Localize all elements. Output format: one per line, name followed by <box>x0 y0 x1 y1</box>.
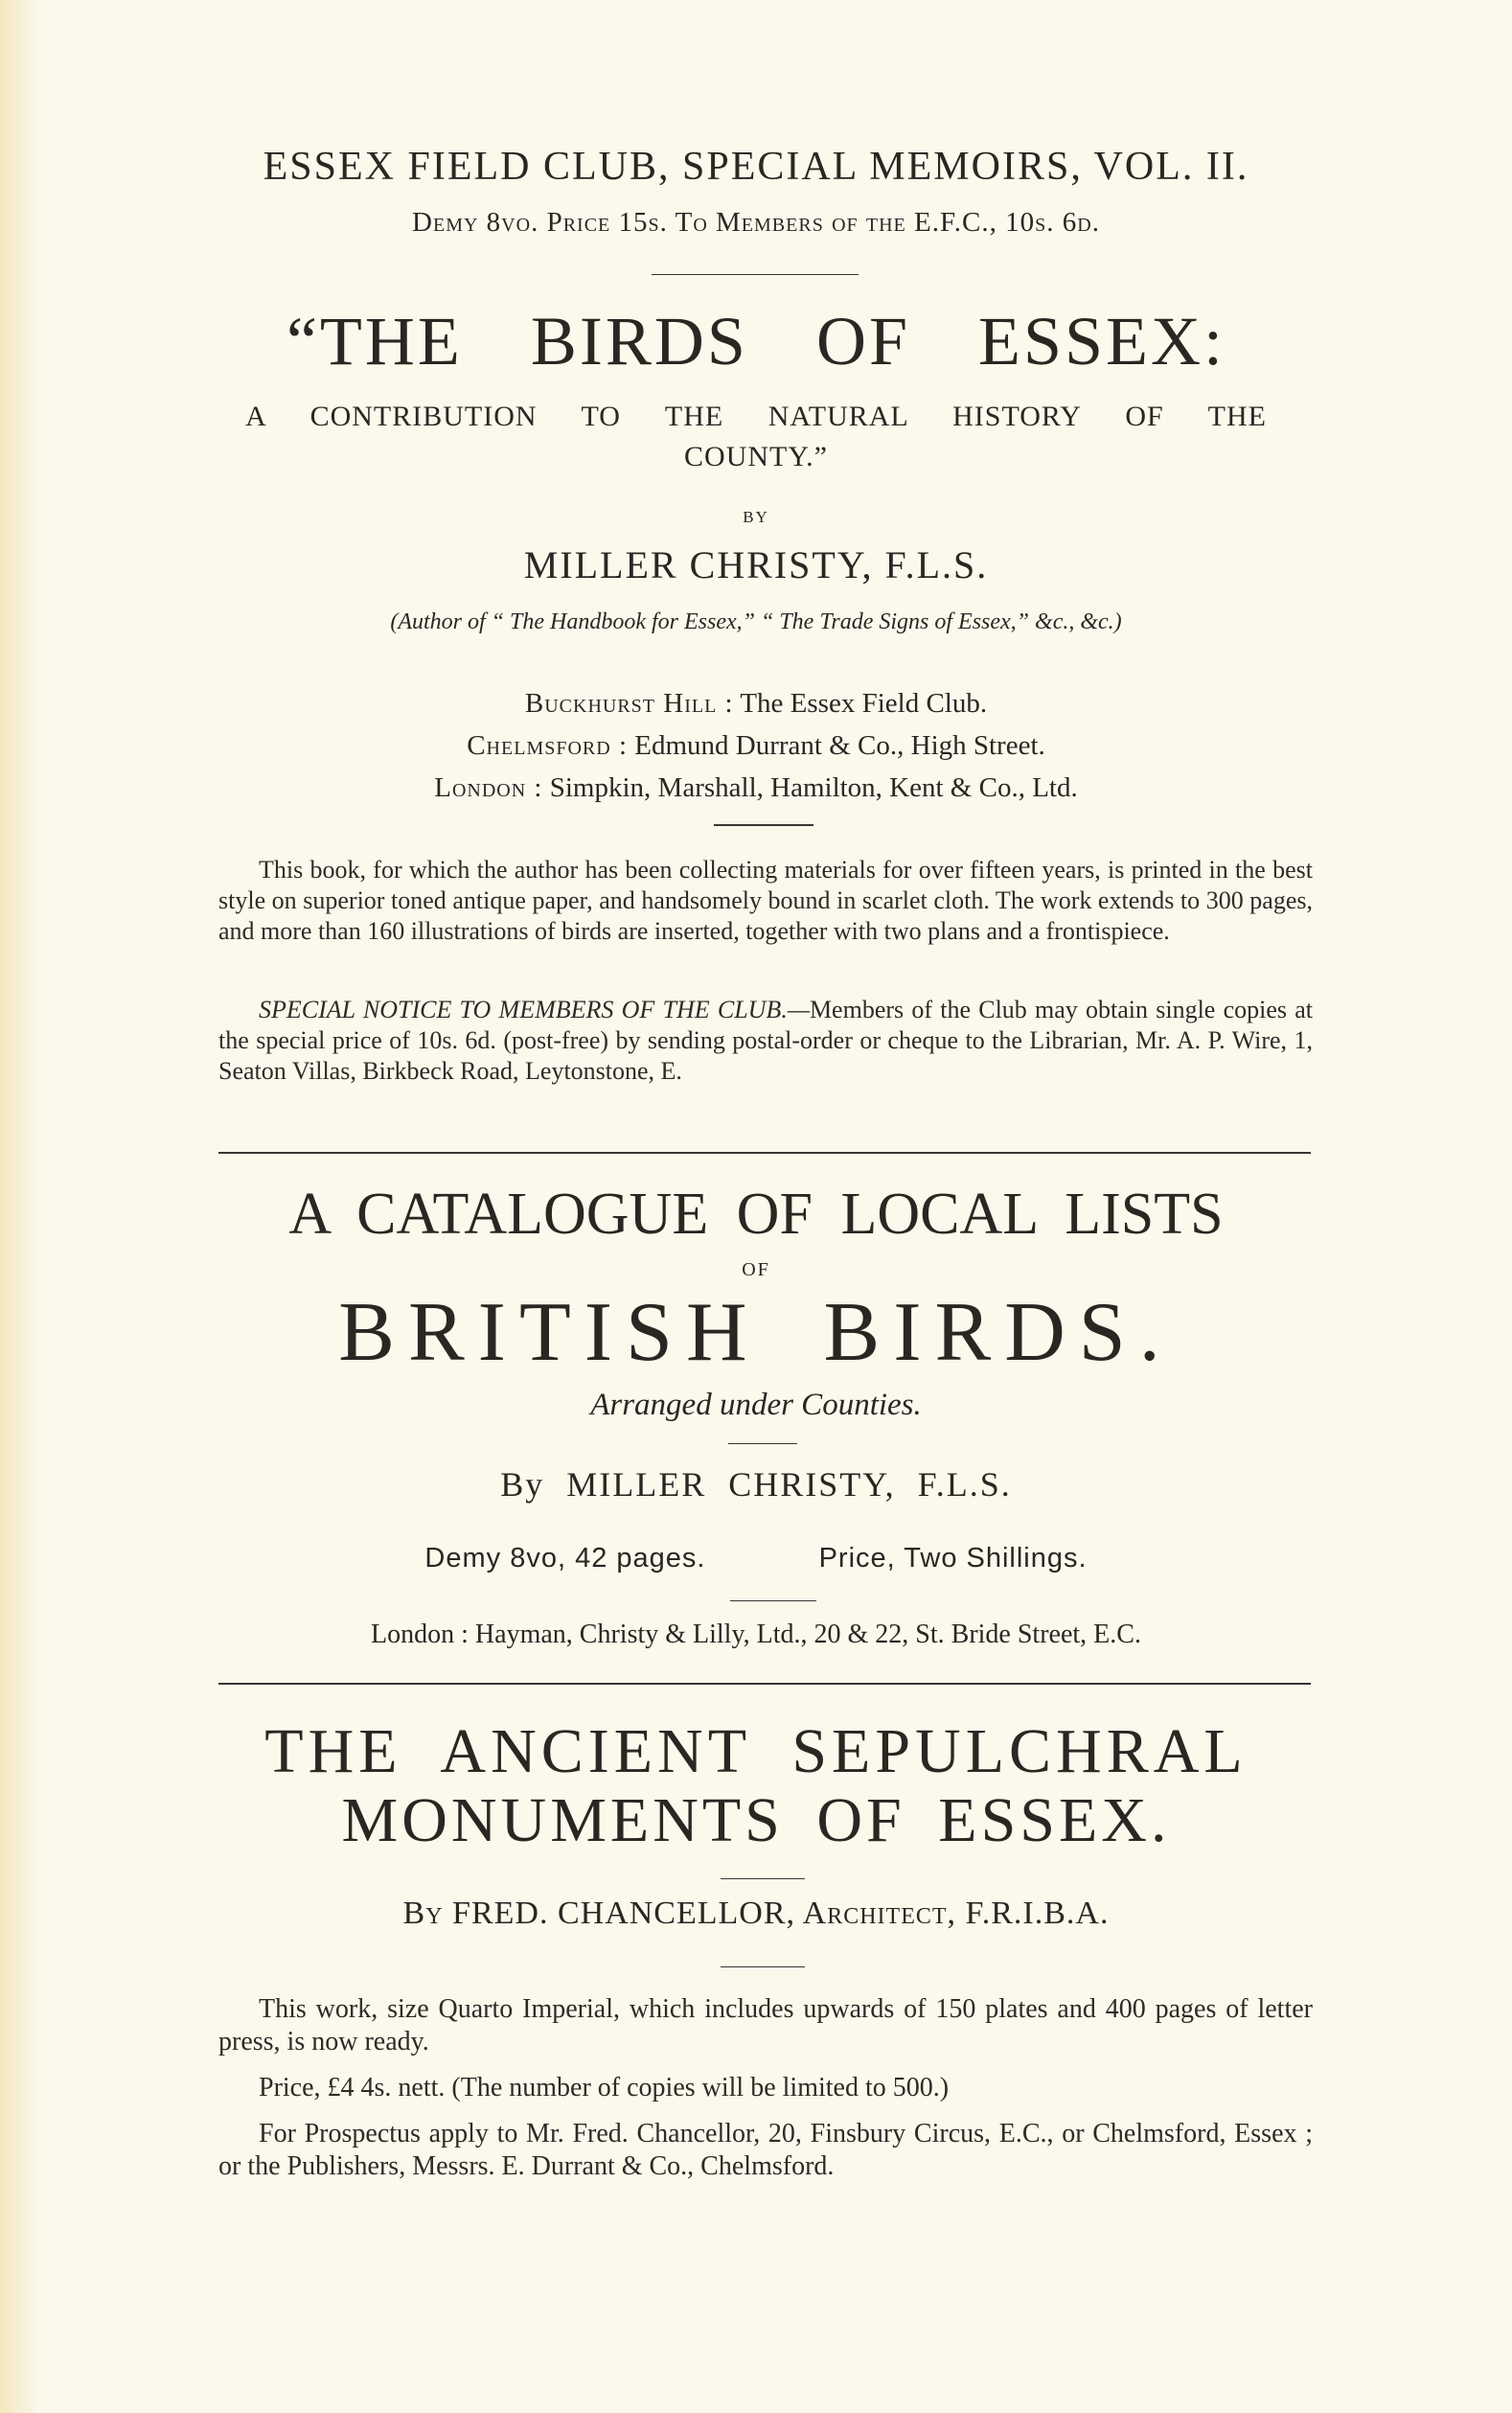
monuments-prospectus-text: For Prospectus apply to Mr. Fred. Chancellor, 20, Finsbury Circus, E.C., or Chelmsford, Essex ; or the Publishers, Messrs. E. Durrant & Co., Chelmsford. <box>218 2119 1313 2181</box>
catalogue-title-main: BRITISH BIRDS. <box>338 1286 1174 1379</box>
catalogue-subtitle: Arranged under Counties. <box>590 1388 922 1422</box>
of-label: OF <box>742 1259 770 1280</box>
divider <box>728 1443 797 1444</box>
book-title: “THE BIRDS OF ESSEX: <box>286 303 1226 379</box>
section-divider <box>218 1683 1311 1685</box>
publisher-name: Edmund Durrant & Co., High Street. <box>634 730 1045 761</box>
monuments-author: By FRED. CHANCELLOR, Architect, F.R.I.B.A. <box>402 1896 1110 1931</box>
divider <box>652 274 859 275</box>
catalogue-author: By MILLER CHRISTY, F.L.S. <box>500 1465 1012 1504</box>
catalogue-price: Price, Two Shillings. <box>818 1543 1088 1574</box>
divider <box>721 1966 805 1967</box>
monuments-prospectus <box>218 2118 1313 2183</box>
by-label: BY <box>743 508 769 526</box>
catalogue-format-price <box>0 1543 1512 1574</box>
divider <box>714 824 813 826</box>
author-name: MILLER CHRISTY, F.L.S. <box>523 543 989 586</box>
publisher-place: Chelmsford : <box>467 730 629 761</box>
publisher-name: The Essex Field Club. <box>740 688 988 719</box>
catalogue-format: Demy 8vo, 42 pages. <box>424 1543 706 1574</box>
divider <box>721 1878 805 1879</box>
book-description <box>218 855 1313 947</box>
price-line: Demy 8vo. Price 15s. To Members of the E.F.C., 10s. 6d. <box>412 207 1100 238</box>
book-subtitle: A CONTRIBUTION TO THE NATURAL HISTORY OF THE <box>245 401 1267 432</box>
publisher-line <box>0 772 1512 804</box>
divider <box>730 1600 816 1601</box>
publisher-line <box>0 688 1512 720</box>
publisher-line <box>0 730 1512 762</box>
catalogue-title: A CATALOGUE OF LOCAL LISTS <box>288 1182 1224 1247</box>
members-notice <box>218 995 1313 1087</box>
catalogue-publisher: London : Hayman, Christy & Lilly, Ltd., 20 & 22, St. Bride Street, E.C. <box>371 1620 1141 1649</box>
monuments-description <box>218 1993 1313 2058</box>
monuments-price-text: Price, £4 4s. nett. (The number of copies will be limited to 500.) <box>259 2073 950 2103</box>
monuments-price <box>218 2072 1313 2104</box>
monuments-title: THE ANCIENT SEPULCHRAL <box>264 1716 1248 1786</box>
book-subtitle-cont: COUNTY.” <box>684 441 828 472</box>
notice-body: Members of the Club may obtain single copies at the special price of 10s. 6d. (post-free) by sending postal-order or cheque to the Librarian, Mr. A. P. Wire, 1, Seaton Villas, Birkbeck Road, Leytonstone, E. <box>218 996 1313 1085</box>
notice-heading: SPECIAL NOTICE TO MEMBERS OF THE CLUB.— <box>259 996 810 1023</box>
publisher-place: London : <box>434 772 543 803</box>
section-divider <box>218 1152 1311 1154</box>
monuments-description-text: This work, size Quarto Imperial, which includes upwards of 150 plates and 400 pages of letter press, is now ready. <box>218 1994 1313 2057</box>
monuments-title-cont: MONUMENTS OF ESSEX. <box>341 1785 1171 1855</box>
publisher-name: Simpkin, Marshall, Hamilton, Kent & Co., Ltd. <box>549 772 1078 803</box>
author-note: (Author of “ The Handbook for Essex,” “ The Trade Signs of Essex,” &c., &c.) <box>390 609 1122 634</box>
publisher-place: Buckhurst Hill : <box>524 688 734 719</box>
series-heading: ESSEX FIELD CLUB, SPECIAL MEMOIRS, VOL. II. <box>263 145 1249 189</box>
description-text: This book, for which the author has been collecting materials for over fifteen years, is printed in the best style on superior toned antique paper, and handsomely bound in scarlet cloth. The work extends to 300 pages, and more than 160 illustrations of birds are inserted, together with two plans and a frontispiece. <box>218 856 1313 945</box>
